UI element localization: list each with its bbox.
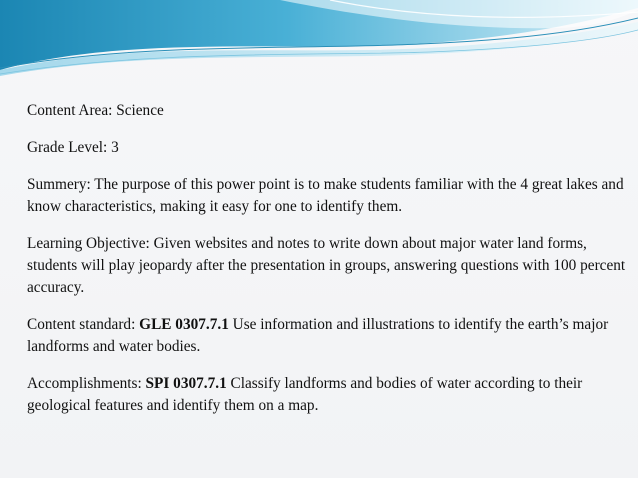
accomplishments-code: SPI 0307.7.1 — [145, 375, 227, 392]
header-wave-decoration — [0, 0, 638, 80]
content-area-text: Content Area: Science — [27, 102, 164, 119]
content-standard-description: Use information and illustrations to identify the earth’s major landforms and water bodies. — [27, 316, 609, 355]
learning-objective-text: Learning Objective: Given websites and notes to write down about major water land forms, students will play jeopardy after the presentation in groups, answering questions with 100 percent accuracy. — [27, 235, 626, 296]
accomplishments-text — [27, 373, 627, 417]
content-standard-label: Content standard: — [27, 316, 140, 333]
summary-text: Summery: The purpose of this power point is to make students familiar with the 4 great lakes and know characteristics, making it easy for one to identify them. — [27, 176, 624, 215]
content-standard-text — [27, 314, 627, 358]
slide-body — [27, 100, 627, 432]
accomplishments-description: Classify landforms and bodies of water according to their geological features and identify them on a map. — [27, 375, 583, 414]
content-standard-code: GLE 0307.7.1 — [139, 316, 229, 333]
accomplishments-label: Accomplishments: — [27, 375, 146, 392]
grade-level-text: Grade Level: 3 — [27, 139, 119, 156]
